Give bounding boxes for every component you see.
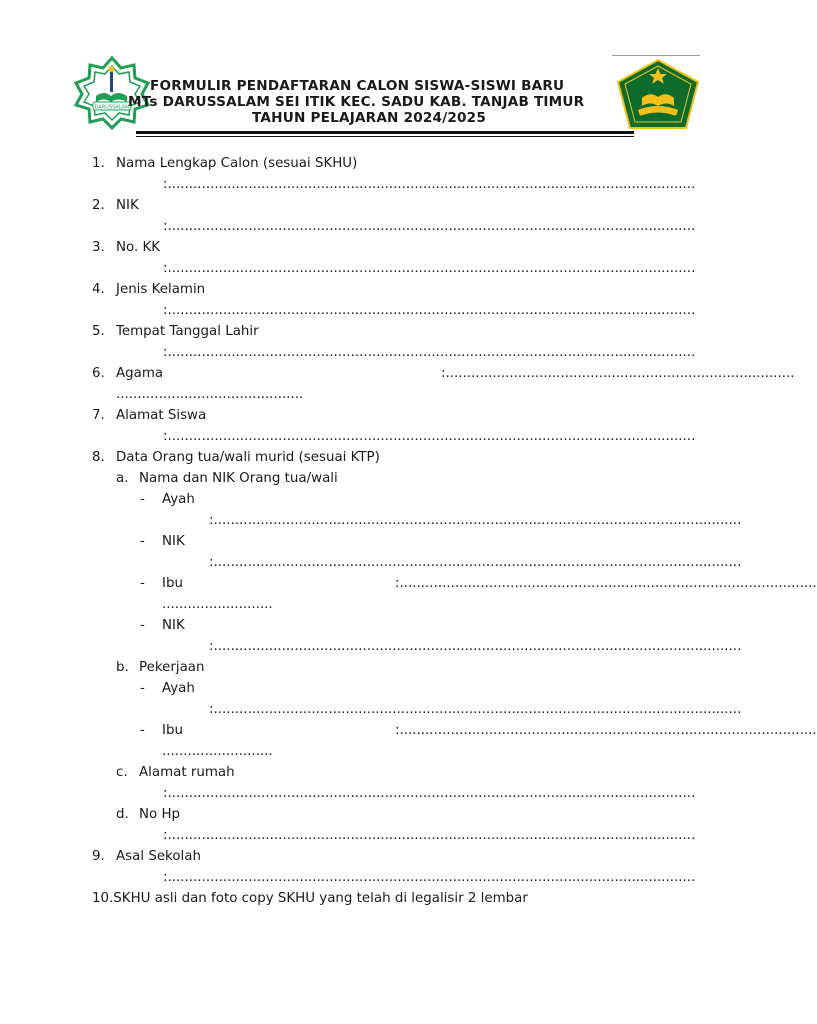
- svg-text:DARUSSALAM: DARUSSALAM: [94, 104, 130, 111]
- fill-line-nama-lengkap[interactable]: :............................................................................................................................: [163, 177, 696, 192]
- item-label-nik: NIK: [116, 198, 139, 213]
- item-label-alamat-siswa: Alamat Siswa: [116, 408, 207, 423]
- item-number: 4.: [92, 282, 105, 297]
- dash-bullet: -: [140, 534, 145, 549]
- fill-line-asal-sekolah[interactable]: :............................................................................................................................: [163, 870, 696, 885]
- item-number: 1.: [92, 156, 105, 171]
- fill-line-ayah-nama[interactable]: :............................................................................................................................: [209, 513, 742, 528]
- fill-line-ibu-nama[interactable]: :..................................................................................................: [395, 576, 817, 591]
- dash-bullet: -: [140, 618, 145, 633]
- fill-line-alamat-siswa[interactable]: :............................................................................................................................: [163, 429, 696, 444]
- subitem-letter: a.: [116, 471, 129, 486]
- subitem-letter: d.: [116, 807, 129, 822]
- item-label-asal-sekolah: Asal Sekolah: [116, 849, 201, 864]
- subitem-label-pekerjaan: Pekerjaan: [139, 660, 205, 675]
- fill-line-no-hp[interactable]: :............................................................................................................................: [163, 828, 696, 843]
- fill-line-jenis-kelamin[interactable]: :............................................................................................................................: [163, 303, 696, 318]
- fill-line-nik[interactable]: :............................................................................................................................: [163, 219, 696, 234]
- item-number: 2.: [92, 198, 105, 213]
- subitem-label-no-hp: No Hp: [139, 807, 181, 822]
- item-label-tempat-tanggal-lahir: Tempat Tanggal Lahir: [116, 324, 259, 339]
- dash-bullet: -: [140, 492, 145, 507]
- fill-line-alamat-rumah[interactable]: :............................................................................................................................: [163, 786, 696, 801]
- item-label-skhu: 10.SKHU asli dan foto copy SKHU yang telah di legalisir 2 lembar: [92, 891, 528, 906]
- fill-line-agama-cont[interactable]: ............................................: [116, 387, 304, 402]
- right-logo: [614, 58, 702, 130]
- fill-line-agama[interactable]: :..................................................................................: [441, 366, 795, 381]
- item-label-no-kk: No. KK: [116, 240, 161, 255]
- fill-line-pekerjaan-ibu-cont[interactable]: ..........................: [162, 744, 273, 759]
- fill-line-nik-ibu[interactable]: :............................................................................................................................: [209, 639, 742, 654]
- fill-line-pekerjaan-ibu[interactable]: :..................................................................................................: [395, 723, 817, 738]
- item-number: 9.: [92, 849, 105, 864]
- item-number: 3.: [92, 240, 105, 255]
- subitem-label-alamat-rumah: Alamat rumah: [139, 765, 235, 780]
- label-nik-ayah: NIK: [162, 534, 185, 549]
- kementerian-agama-emblem-icon: [614, 58, 702, 130]
- fill-line-tempat-tanggal-lahir[interactable]: :............................................................................................................................: [163, 345, 696, 360]
- label-ayah: Ayah: [162, 492, 195, 507]
- item-label-data-orang-tua: Data Orang tua/wali murid (sesuai KTP): [116, 450, 380, 465]
- label-ibu: Ibu: [162, 576, 183, 591]
- fill-line-ibu-nama-cont[interactable]: ..........................: [162, 597, 273, 612]
- top-right-line: [612, 55, 700, 56]
- subitem-letter: b.: [116, 660, 129, 675]
- label-nik-ibu: NIK: [162, 618, 185, 633]
- dash-bullet: -: [140, 723, 145, 738]
- subitem-label-nama-nik-ortu: Nama dan NIK Orang tua/wali: [139, 471, 338, 486]
- item-number: 5.: [92, 324, 105, 339]
- item-label-jenis-kelamin: Jenis Kelamin: [116, 282, 206, 297]
- item-label-nama-lengkap: Nama Lengkap Calon (sesuai SKHU): [116, 156, 358, 171]
- item-number: 6.: [92, 366, 105, 381]
- svg-text:IKHLAS BERAMAL: IKHLAS BERAMAL: [636, 115, 680, 121]
- fill-line-nik-ayah[interactable]: :............................................................................................................................: [209, 555, 742, 570]
- header-title-line3: TAHUN PELAJARAN 2024/2025: [252, 110, 487, 126]
- darussalam-school-emblem-icon: [70, 56, 154, 130]
- label-ibu: Ibu: [162, 723, 183, 738]
- item-label-agama: Agama: [116, 366, 164, 381]
- fill-line-pekerjaan-ayah[interactable]: :............................................................................................................................: [209, 702, 742, 717]
- left-logo: [70, 56, 154, 130]
- dash-bullet: -: [140, 681, 145, 696]
- header-divider: [136, 131, 634, 134]
- dash-bullet: -: [140, 576, 145, 591]
- item-number: 8.: [92, 450, 105, 465]
- item-number: 7.: [92, 408, 105, 423]
- header-title-line1: FORMULIR PENDAFTARAN CALON SISWA-SISWI BARU: [150, 78, 565, 94]
- header-title-line2: MTs DARUSSALAM SEI ITIK KEC. SADU KAB. TANJAB TIMUR: [128, 94, 585, 110]
- subitem-letter: c.: [116, 765, 128, 780]
- label-ayah: Ayah: [162, 681, 195, 696]
- fill-line-no-kk[interactable]: :............................................................................................................................: [163, 261, 696, 276]
- header-divider-thin: [136, 136, 634, 137]
